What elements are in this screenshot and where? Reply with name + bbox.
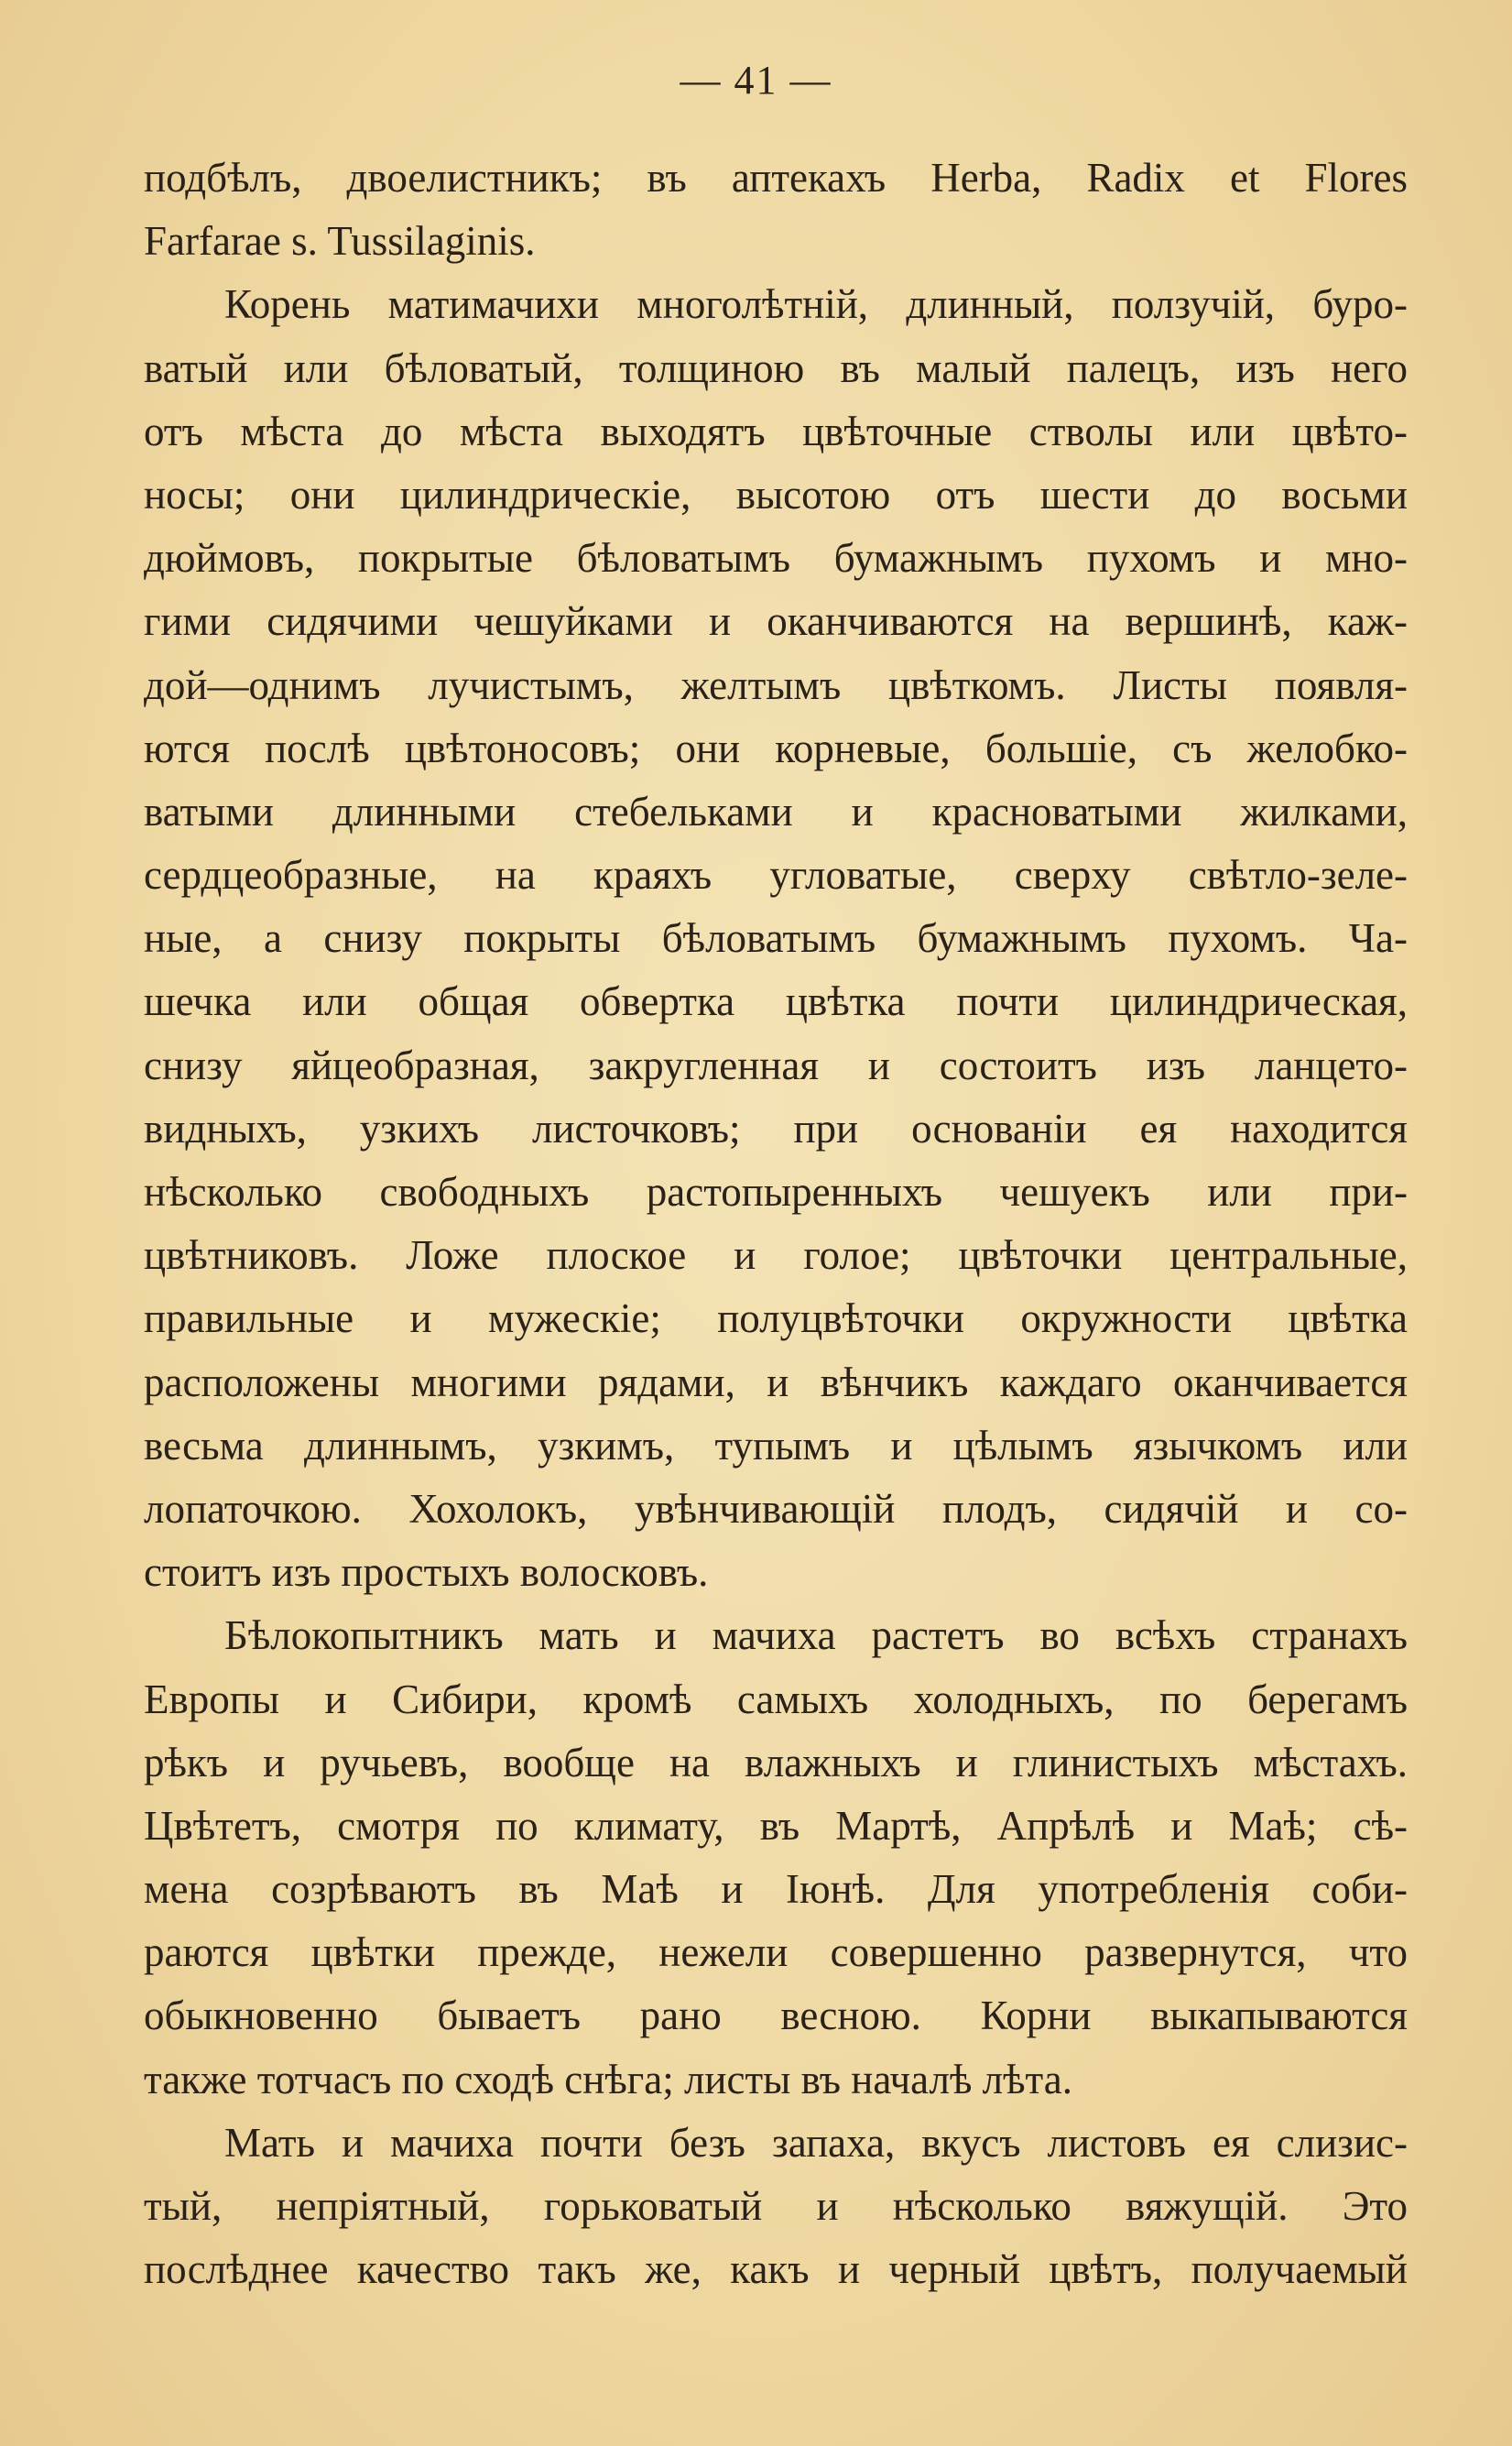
text-line: обыкновенно бываетъ рано весною. Корни выкапываются <box>144 1993 1408 2039</box>
text-line: ются послѣ цвѣтоносовъ; они корневые, большіе, съ желобко- <box>144 725 1408 771</box>
text-line: шечка или общая обвертка цвѣтка почти цилиндрическая, <box>144 978 1408 1025</box>
text-line: видныхъ, узкихъ листочковъ; при основаніи ея находится <box>144 1105 1408 1152</box>
text-line: сердцеобразные, на краяхъ угловатые, сверху свѣтло-зеле- <box>144 852 1408 899</box>
text-line: отъ мѣста до мѣста выходятъ цвѣточные стволы или цвѣто- <box>144 408 1408 454</box>
text-line: подбѣлъ, двоелистникъ; въ аптекахъ Herba, Radix et Flores <box>144 155 1408 201</box>
text-line: расположены многими рядами, и вѣнчикъ каждаго оканчивается <box>144 1359 1408 1405</box>
text-line: также тотчасъ по сходѣ снѣга; листы въ началѣ лѣта. <box>144 2056 1072 2102</box>
text-line: лопаточкою. Хохолокъ, увѣнчивающій плодъ, сидячій и со- <box>144 1485 1408 1532</box>
text-line: нѣсколько свободныхъ растопыренныхъ чешуекъ или при- <box>144 1169 1408 1215</box>
text-line: ватыми длинными стебельками и красноватыми жилками, <box>144 788 1408 835</box>
text-line: Европы и Сибири, кромѣ самыхъ холодныхъ, по берегамъ <box>144 1676 1408 1722</box>
text-line: раются цвѣтки прежде, нежели совершенно развернутся, что <box>144 1929 1408 1976</box>
body-text <box>144 147 1408 2301</box>
text-line: Farfarae s. Tussilaginis. <box>144 218 536 265</box>
text-line: правильные и мужескіе; полуцвѣточки окружности цвѣтка <box>144 1295 1408 1342</box>
paragraph-first-line: Корень матимачихи многолѣтній, длинный, ползучій, буро- <box>224 281 1408 328</box>
text-line: носы; они цилиндрическіе, высотою отъ шести до восьми <box>144 471 1408 518</box>
page-number: — 41 — <box>680 58 832 103</box>
text-line: мена созрѣваютъ въ Маѣ и Іюнѣ. Для употребленія соби- <box>144 1866 1408 1913</box>
text-line: стоитъ изъ простыхъ волосковъ. <box>144 1549 709 1596</box>
text-line: гими сидячими чешуйками и оканчиваются на вершинѣ, каж- <box>144 598 1408 645</box>
paragraph-first-line: Мать и мачиха почти безъ запаха, вкусъ листовъ ея слизис- <box>224 2119 1408 2166</box>
text-line: ватый или бѣловатый, толщиною въ малый палецъ, изъ него <box>144 344 1408 391</box>
text-line: дюймовъ, покрытые бѣловатымъ бумажнымъ пухомъ и мно- <box>144 535 1408 582</box>
text-line: дой—однимъ лучистымъ, желтымъ цвѣткомъ. Листы появля- <box>144 661 1408 708</box>
paragraph-first-line: Бѣлокопытникъ мать и мачиха растетъ во всѣхъ странахъ <box>224 1612 1408 1659</box>
text-line: весьма длиннымъ, узкимъ, тупымъ и цѣлымъ язычкомъ или <box>144 1422 1408 1469</box>
text-line: тый, непріятный, горьковатый и нѣсколько вяжущій. Это <box>144 2183 1408 2229</box>
text-line: цвѣтниковъ. Ложе плоское и голое; цвѣточки центральные, <box>144 1232 1408 1279</box>
text-line: ные, а снизу покрыты бѣловатымъ бумажнымъ пухомъ. Ча- <box>144 915 1408 962</box>
text-line: Цвѣтетъ, смотря по климату, въ Мартѣ, Апрѣлѣ и Маѣ; сѣ- <box>144 1802 1408 1849</box>
text-line: рѣкъ и ручьевъ, вообще на влажныхъ и глинистыхъ мѣстахъ. <box>144 1739 1408 1785</box>
text-line: послѣднее качество такъ же, какъ и черный цвѣтъ, получаемый <box>144 2246 1408 2293</box>
text-line: снизу яйцеобразная, закругленная и состоитъ изъ ланцето- <box>144 1042 1408 1088</box>
